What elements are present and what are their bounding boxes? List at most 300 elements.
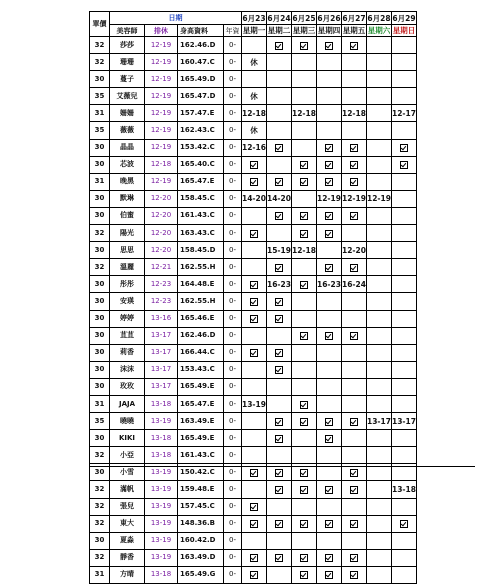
day-cell xyxy=(392,207,417,224)
day-cell xyxy=(342,549,367,566)
table-row xyxy=(90,37,417,54)
name-cell: 溫麗 xyxy=(110,259,145,276)
day-cell xyxy=(267,54,292,71)
table-row xyxy=(90,361,417,378)
day-cell xyxy=(292,293,317,310)
checkbox-checked-icon xyxy=(350,332,358,340)
year-cell: 0- xyxy=(224,566,242,583)
checkbox-checked-icon xyxy=(350,571,358,579)
day-cell xyxy=(267,447,292,464)
date-cell: 12-19 xyxy=(145,139,178,156)
day-cell: 12-18 xyxy=(292,242,317,259)
year-cell: 0- xyxy=(224,498,242,515)
table-row xyxy=(90,344,417,361)
hw-cell: 164.48.E xyxy=(178,276,224,293)
day-cell xyxy=(317,310,342,327)
name-cell: 伯蜜 xyxy=(110,207,145,224)
hw-cell: 150.42.C xyxy=(178,464,224,481)
hw-cell: 163.43.C xyxy=(178,225,224,242)
name-cell: 彤彤 xyxy=(110,276,145,293)
day-cell xyxy=(342,88,367,105)
name-cell: 小亞 xyxy=(110,447,145,464)
day-cell xyxy=(317,430,342,447)
day-cell xyxy=(367,344,392,361)
year-cell: 0- xyxy=(224,532,242,549)
day-week-7: 星期日 xyxy=(392,25,416,35)
hw-cell: 157.47.E xyxy=(178,105,224,122)
day-cell xyxy=(292,122,317,139)
day-cell xyxy=(392,361,417,378)
year-cell: 0- xyxy=(224,481,242,498)
day-cell xyxy=(342,54,367,71)
name-cell: 小雪 xyxy=(110,464,145,481)
hw-cell: 165.47.E xyxy=(178,395,224,412)
day-cell xyxy=(292,225,317,242)
date-cell: 12-19 xyxy=(145,122,178,139)
name-cell: 曉曉 xyxy=(110,413,145,430)
price-cell: 32 xyxy=(90,447,110,464)
day-cell xyxy=(392,173,417,190)
table-row xyxy=(90,430,417,447)
day-cell xyxy=(367,242,392,259)
hw-cell: 165.49.E xyxy=(178,430,224,447)
day-cell xyxy=(317,259,342,276)
day-date-5: 6月27 xyxy=(342,13,366,23)
year-cell: 0- xyxy=(224,190,242,207)
price-cell: 32 xyxy=(90,498,110,515)
day-cell xyxy=(292,156,317,173)
year-cell: 0- xyxy=(224,276,242,293)
day-week-5: 星期五 xyxy=(342,25,366,35)
day-cell xyxy=(392,37,417,54)
day-cell xyxy=(367,310,392,327)
checkbox-checked-icon xyxy=(250,520,258,528)
day-cell xyxy=(317,105,342,122)
day-cell: 12-18 xyxy=(292,105,317,122)
date-cell: 12-20 xyxy=(145,207,178,224)
date-cell: 12-23 xyxy=(145,276,178,293)
day-cell xyxy=(242,481,267,498)
table-row xyxy=(90,515,417,532)
checkbox-checked-icon xyxy=(300,418,308,426)
day-cell xyxy=(317,88,342,105)
table-row xyxy=(90,276,417,293)
day-cell xyxy=(342,293,367,310)
table-row xyxy=(90,139,417,156)
day-cell xyxy=(267,327,292,344)
day-cell xyxy=(267,481,292,498)
day-cell xyxy=(317,156,342,173)
year-cell: 0- xyxy=(224,173,242,190)
table-row xyxy=(90,310,417,327)
name-cell: 沫沫 xyxy=(110,361,145,378)
day-week-4: 星期四 xyxy=(317,25,341,35)
day-cell xyxy=(242,293,267,310)
day-cell xyxy=(317,327,342,344)
hw-cell: 159.48.E xyxy=(178,481,224,498)
year-cell: 0- xyxy=(224,259,242,276)
day-cell xyxy=(317,413,342,430)
checkbox-checked-icon xyxy=(250,503,258,511)
name-cell: JAJA xyxy=(110,395,145,412)
day-cell xyxy=(367,361,392,378)
day-cell xyxy=(242,447,267,464)
day-cell: 12-17 xyxy=(392,105,417,122)
price-cell: 32 xyxy=(90,515,110,532)
day-cell: 休 xyxy=(242,122,267,139)
checkbox-checked-icon xyxy=(350,554,358,562)
checkbox-checked-icon xyxy=(250,178,258,186)
name-cell: 默琳 xyxy=(110,190,145,207)
day-cell xyxy=(267,344,292,361)
name-cell: 薇薇 xyxy=(110,122,145,139)
day-cell xyxy=(392,225,417,242)
day-cell xyxy=(317,481,342,498)
day-cell xyxy=(342,361,367,378)
checkbox-checked-icon xyxy=(275,366,283,374)
day-cell xyxy=(267,566,292,583)
price-cell: 30 xyxy=(90,242,110,259)
day-week-6: 星期六 xyxy=(367,25,391,35)
day-cell xyxy=(342,225,367,242)
day-cell xyxy=(242,156,267,173)
hw-cell: 153.42.C xyxy=(178,139,224,156)
day-cell xyxy=(292,447,317,464)
day-date-1: 6月23 xyxy=(242,13,266,23)
date-cell: 13-19 xyxy=(145,532,178,549)
checkbox-checked-icon xyxy=(275,315,283,323)
date-cell: 13-19 xyxy=(145,549,178,566)
price-cell: 32 xyxy=(90,54,110,71)
day-cell xyxy=(392,88,417,105)
day-cell xyxy=(267,413,292,430)
day-cell xyxy=(342,139,367,156)
name-cell: 滿帆 xyxy=(110,481,145,498)
day-cell xyxy=(292,139,317,156)
checkbox-checked-icon xyxy=(325,554,333,562)
day-cell xyxy=(242,430,267,447)
checkbox-checked-icon xyxy=(300,401,308,409)
table-row xyxy=(90,173,417,190)
day-cell xyxy=(317,549,342,566)
name-header: 美容師 xyxy=(110,25,145,37)
day-cell xyxy=(317,122,342,139)
checkbox-checked-icon xyxy=(250,298,258,306)
day-cell: 12-18 xyxy=(242,105,267,122)
day-cell xyxy=(342,122,367,139)
day-cell xyxy=(267,430,292,447)
name-cell: 珊珊 xyxy=(110,54,145,71)
checkbox-checked-icon xyxy=(350,486,358,494)
checkbox-checked-icon xyxy=(275,178,283,186)
day-cell xyxy=(392,378,417,395)
day-cell xyxy=(392,259,417,276)
table-row xyxy=(90,532,417,549)
year-cell: 0- xyxy=(224,37,242,54)
checkbox-checked-icon xyxy=(350,264,358,272)
checkbox-checked-icon xyxy=(275,520,283,528)
price-header: 單價 xyxy=(90,12,110,37)
day-cell: 16-23 xyxy=(317,276,342,293)
price-cell: 35 xyxy=(90,413,110,430)
date-cell: 13-18 xyxy=(145,447,178,464)
day-cell xyxy=(242,71,267,88)
checkbox-checked-icon xyxy=(325,486,333,494)
date-cell: 13-19 xyxy=(145,515,178,532)
table-row xyxy=(90,378,417,395)
checkbox-checked-icon xyxy=(300,178,308,186)
checkbox-checked-icon xyxy=(325,230,333,238)
day-date-7: 6月29 xyxy=(392,13,416,23)
price-cell: 30 xyxy=(90,430,110,447)
price-cell: 30 xyxy=(90,361,110,378)
day-cell xyxy=(292,378,317,395)
day-cell xyxy=(292,481,317,498)
hw-cell: 158.45.D xyxy=(178,242,224,259)
day-cell xyxy=(267,532,292,549)
checkbox-checked-icon xyxy=(325,144,333,152)
name-cell: 婷婷 xyxy=(110,310,145,327)
checkbox-checked-icon xyxy=(300,42,308,50)
checkbox-checked-icon xyxy=(275,554,283,562)
day-cell: 12-18 xyxy=(342,105,367,122)
day-cell xyxy=(317,395,342,412)
date-cell: 12-19 xyxy=(145,54,178,71)
day-cell: 休 xyxy=(242,54,267,71)
table-row xyxy=(90,447,417,464)
checkbox-checked-icon xyxy=(275,435,283,443)
day-cell xyxy=(342,566,367,583)
checkbox-checked-icon xyxy=(275,349,283,357)
day-cell xyxy=(292,549,317,566)
hw-cell: 166.44.C xyxy=(178,344,224,361)
day-cell xyxy=(367,122,392,139)
year-cell: 0- xyxy=(224,430,242,447)
price-cell: 30 xyxy=(90,207,110,224)
checkbox-checked-icon xyxy=(300,161,308,169)
day-cell xyxy=(242,549,267,566)
day-cell xyxy=(242,207,267,224)
checkbox-checked-icon xyxy=(325,520,333,528)
table-row xyxy=(90,293,417,310)
checkbox-checked-icon xyxy=(350,42,358,50)
day-cell xyxy=(367,173,392,190)
day-cell xyxy=(292,88,317,105)
day-cell xyxy=(292,259,317,276)
checkbox-checked-icon xyxy=(325,42,333,50)
day-cell xyxy=(242,225,267,242)
name-cell: 靜香 xyxy=(110,549,145,566)
price-cell: 32 xyxy=(90,259,110,276)
checkbox-checked-icon xyxy=(275,144,283,152)
year-header: 年資 xyxy=(225,26,240,35)
day-cell xyxy=(367,498,392,515)
hw-cell: 163.49.E xyxy=(178,413,224,430)
hw-cell: 158.45.C xyxy=(178,190,224,207)
day-cell xyxy=(342,515,367,532)
day-cell xyxy=(367,430,392,447)
name-cell: 蔓子 xyxy=(110,71,145,88)
checkbox-checked-icon xyxy=(350,144,358,152)
year-cell: 0- xyxy=(224,395,242,412)
day-cell xyxy=(342,207,367,224)
year-cell: 0- xyxy=(224,122,242,139)
checkbox-checked-icon xyxy=(325,264,333,272)
name-cell: 夏淼 xyxy=(110,532,145,549)
price-cell: 32 xyxy=(90,37,110,54)
checkbox-checked-icon xyxy=(350,418,358,426)
day-cell xyxy=(342,344,367,361)
checkbox-checked-icon xyxy=(275,298,283,306)
day-cell xyxy=(317,207,342,224)
schedule-table xyxy=(89,11,417,584)
year-cell: 0- xyxy=(224,361,242,378)
day-cell: 16-23 xyxy=(267,276,292,293)
day-cell xyxy=(367,259,392,276)
price-cell: 30 xyxy=(90,378,110,395)
day-cell: 14-20 xyxy=(242,190,267,207)
hw-cell: 162.46.D xyxy=(178,327,224,344)
name-cell: 安瑛 xyxy=(110,293,145,310)
year-cell: 0- xyxy=(224,139,242,156)
name-cell: 艾薇兒 xyxy=(110,88,145,105)
day-cell xyxy=(367,566,392,583)
hw-cell: 163.49.D xyxy=(178,549,224,566)
table-row xyxy=(90,105,417,122)
day-cell xyxy=(392,139,417,156)
day-cell: 13-19 xyxy=(242,395,267,412)
day-cell: 14-20 xyxy=(267,190,292,207)
name-cell: 張兒 xyxy=(110,498,145,515)
year-cell: 0- xyxy=(224,88,242,105)
price-cell: 30 xyxy=(90,276,110,293)
year-cell: 0- xyxy=(224,515,242,532)
day-cell xyxy=(267,549,292,566)
day-cell xyxy=(317,515,342,532)
checkbox-checked-icon xyxy=(275,264,283,272)
day-cell xyxy=(317,361,342,378)
day-cell xyxy=(367,156,392,173)
year-cell: 0- xyxy=(224,464,242,481)
hw-cell: 165.47.E xyxy=(178,173,224,190)
day-cell xyxy=(267,139,292,156)
day-cell xyxy=(392,276,417,293)
day-cell xyxy=(367,395,392,412)
day-cell xyxy=(267,71,292,88)
day-cell xyxy=(292,395,317,412)
day-cell xyxy=(317,447,342,464)
table-row xyxy=(90,190,417,207)
hw-cell: 160.47.C xyxy=(178,54,224,71)
price-cell: 31 xyxy=(90,566,110,583)
checkbox-checked-icon xyxy=(250,571,258,579)
checkbox-checked-icon xyxy=(250,554,258,562)
day-cell xyxy=(392,498,417,515)
table-row xyxy=(90,566,417,583)
date-cell: 12-19 xyxy=(145,88,178,105)
name-cell: 方晴 xyxy=(110,566,145,583)
day-cell xyxy=(242,566,267,583)
date-cell: 12-20 xyxy=(145,225,178,242)
day-cell xyxy=(317,378,342,395)
price-cell: 30 xyxy=(90,293,110,310)
day-cell xyxy=(392,190,417,207)
hw-cell: 165.49.E xyxy=(178,378,224,395)
year-cell: 0- xyxy=(224,549,242,566)
day-cell xyxy=(367,88,392,105)
date-cell: 12-20 xyxy=(145,190,178,207)
day-cell xyxy=(242,515,267,532)
year-cell: 0- xyxy=(224,225,242,242)
day-cell xyxy=(292,327,317,344)
price-cell: 32 xyxy=(90,225,110,242)
day-cell: 16-24 xyxy=(342,276,367,293)
date-cell: 12-19 xyxy=(145,105,178,122)
checkbox-checked-icon xyxy=(250,349,258,357)
day-cell xyxy=(392,395,417,412)
bottom-blank-row xyxy=(89,466,475,480)
table-row xyxy=(90,88,417,105)
name-cell: 玫玫 xyxy=(110,378,145,395)
checkbox-checked-icon xyxy=(350,161,358,169)
year-cell: 0- xyxy=(224,71,242,88)
year-cell: 0- xyxy=(224,413,242,430)
price-cell: 30 xyxy=(90,156,110,173)
hw-cell: 162.55.H xyxy=(178,259,224,276)
day-cell xyxy=(242,37,267,54)
date-cell: 13-19 xyxy=(145,464,178,481)
checkbox-checked-icon xyxy=(275,212,283,220)
hw-cell: 165.49.D xyxy=(178,71,224,88)
day-cell: 12-19 xyxy=(342,190,367,207)
year-cell: 0- xyxy=(224,344,242,361)
checkbox-checked-icon xyxy=(250,315,258,323)
day-cell xyxy=(392,242,417,259)
day-cell xyxy=(292,71,317,88)
day-cell xyxy=(267,515,292,532)
day-cell xyxy=(392,310,417,327)
checkbox-checked-icon xyxy=(400,161,408,169)
date-cell: 13-19 xyxy=(145,481,178,498)
day-cell xyxy=(367,327,392,344)
table-row xyxy=(90,207,417,224)
hw-cell: 162.43.C xyxy=(178,122,224,139)
day-cell xyxy=(317,344,342,361)
day-cell xyxy=(367,515,392,532)
day-cell xyxy=(367,139,392,156)
table-row xyxy=(90,225,417,242)
day-cell: 13-17 xyxy=(392,413,417,430)
day-cell xyxy=(292,413,317,430)
hw-cell: 161.43.C xyxy=(178,207,224,224)
day-week-1: 星期一 xyxy=(242,25,266,35)
year-cell: 0- xyxy=(224,447,242,464)
hw-cell: 165.40.C xyxy=(178,156,224,173)
day-cell xyxy=(367,71,392,88)
checkbox-checked-icon xyxy=(300,212,308,220)
day-cell xyxy=(342,37,367,54)
checkbox-checked-icon xyxy=(325,161,333,169)
year-cell: 0- xyxy=(224,105,242,122)
checkbox-checked-icon xyxy=(400,520,408,528)
day-cell xyxy=(242,498,267,515)
name-cell: 姍姍 xyxy=(110,105,145,122)
date-cell: 13-17 xyxy=(145,378,178,395)
day-cell xyxy=(242,413,267,430)
hw-cell: 165.47.D xyxy=(178,88,224,105)
table-row xyxy=(90,498,417,515)
day-cell xyxy=(392,515,417,532)
